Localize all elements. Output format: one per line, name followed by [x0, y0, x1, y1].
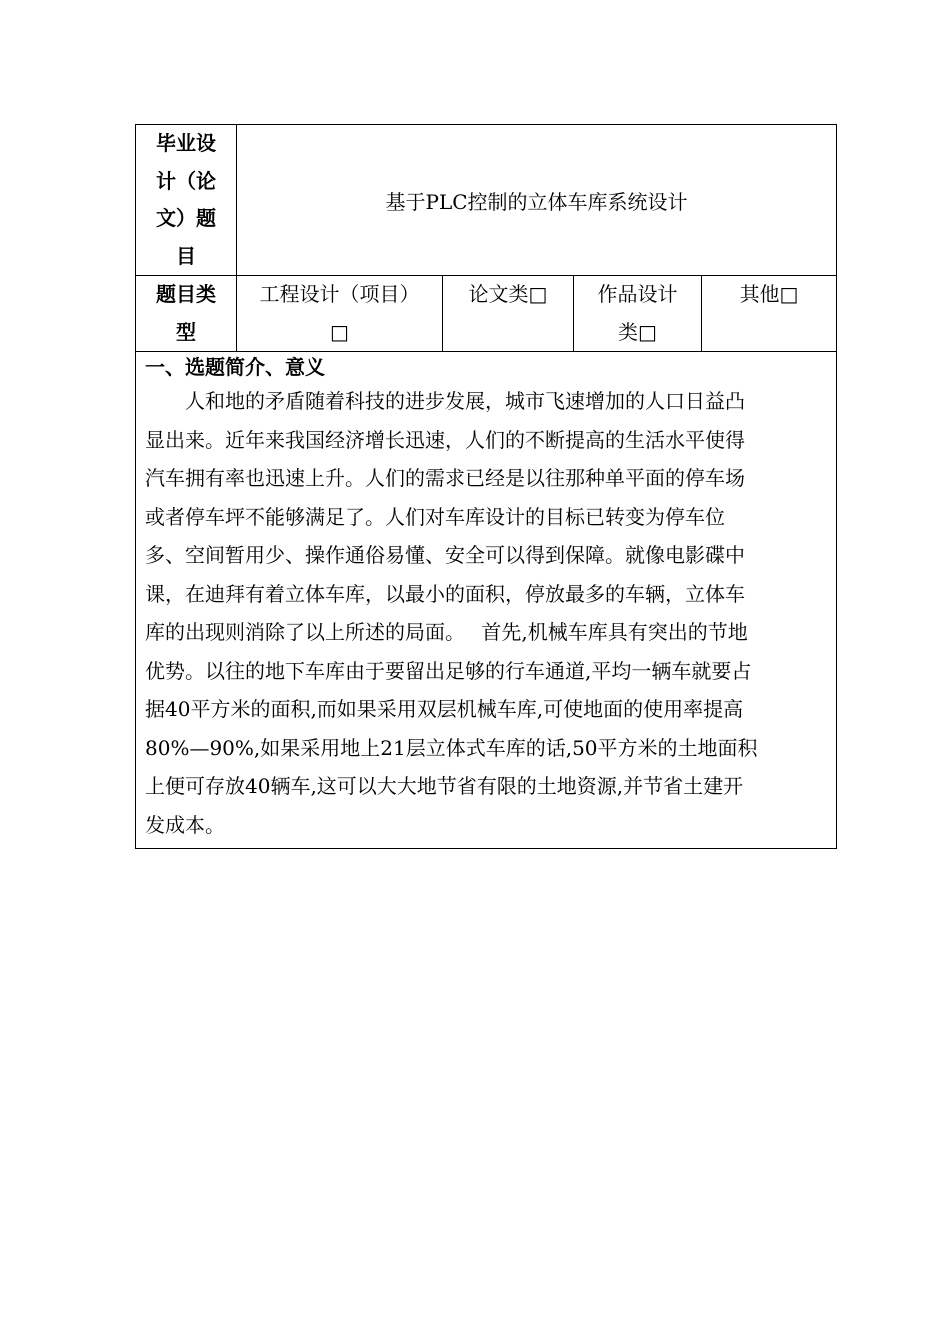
- type-label-cell: [136, 276, 237, 352]
- type-option-other[interactable]: [702, 276, 837, 352]
- intro-line: 显出来。近年来我国经济增长迅速，人们的不断提高的生活水平使得: [145, 427, 745, 452]
- intro-line: 据40平方米的面积,而如果采用双层机械车库,可使地面的使用率提高: [145, 697, 744, 721]
- intro-line: 80%—90%,如果采用地上21层立体式车库的话,50平方米的土地面积: [145, 735, 758, 760]
- intro-line: 课，在迪拜有着立体车库，以最小的面积，停放最多的车辆，立体车: [145, 581, 745, 606]
- intro-line: 汽车拥有率也迅速上升。人们的需求已经是以往那种单平面的停车场: [145, 466, 745, 490]
- intro-body: [145, 382, 827, 844]
- type-option-engineering[interactable]: [237, 276, 443, 352]
- intro-line: 人和地的矛盾随着科技的进步发展，城市飞速增加的人口日益凸: [145, 389, 745, 413]
- title-label-line: 目: [176, 243, 196, 268]
- type-option-thesis[interactable]: [443, 276, 574, 352]
- intro-line: 上便可存放40辆车,这可以大大地节省有限的土地资源,并节省土建开: [145, 774, 744, 798]
- type-option-work[interactable]: [574, 276, 702, 352]
- title-label-line: 毕业设: [156, 131, 216, 155]
- type-option-line: 类□: [618, 319, 657, 344]
- title-label-cell: [136, 125, 237, 276]
- type-label-line: 型: [176, 319, 196, 344]
- intro-line: 库的出现则消除了以上所述的局面。 首先,机械车库具有突出的节地: [145, 620, 748, 644]
- type-option-line: 其他□: [739, 282, 799, 306]
- title-label-line: 计（论: [156, 168, 216, 193]
- intro-heading: 一、选题简介、意义: [145, 355, 325, 379]
- intro-line: 或者停车坪不能够满足了。人们对车库设计的目标已转变为停车位: [145, 504, 725, 529]
- type-row: [136, 276, 837, 352]
- intro-line: 发成本。: [145, 812, 225, 837]
- type-option-line: 论文类□: [468, 282, 548, 306]
- thesis-title-value: 基于PLC控制的立体车库系统设计: [237, 125, 837, 276]
- intro-line: 多、空间暂用少、操作通俗易懂、安全可以得到保障。就像电影碟中: [145, 543, 745, 567]
- title-label-line: 文）题: [156, 206, 216, 230]
- type-label-line: 题目类: [156, 282, 216, 306]
- type-option-line: 作品设计: [597, 282, 678, 306]
- intro-cell: [136, 352, 837, 849]
- type-option-checkbox[interactable]: □: [330, 319, 349, 344]
- type-option-line: 工程设计（项目）: [259, 282, 420, 306]
- intro-row: [136, 352, 837, 849]
- thesis-form-table: [135, 124, 837, 849]
- title-row: [136, 125, 837, 276]
- intro-line: 优势。以往的地下车库由于要留出足够的行车通道,平均一辆车就要占: [145, 658, 752, 683]
